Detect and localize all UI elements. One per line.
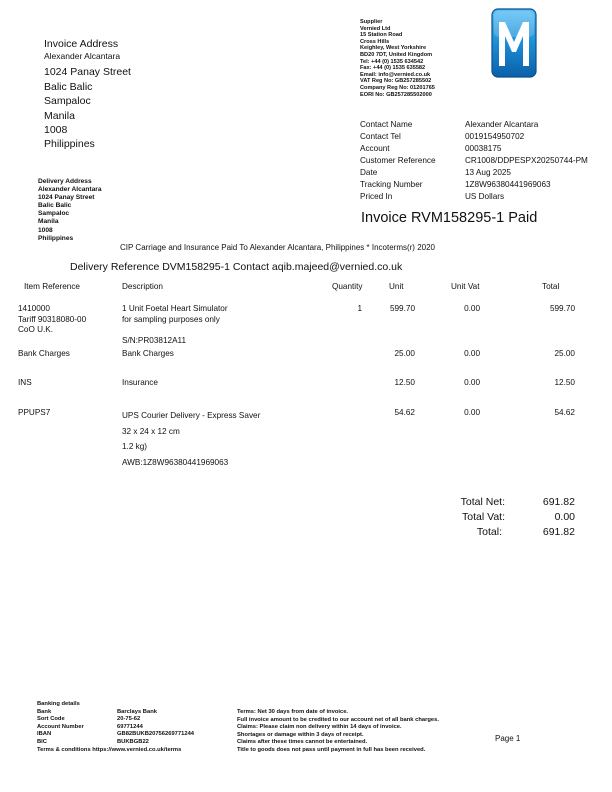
row-unit-vat: 0.00 [464, 408, 480, 417]
row-unit-vat: 0.00 [464, 349, 480, 358]
invoice-address-line: 1024 Panay Street [44, 66, 131, 79]
description-line: S/N:PR03812A11 [122, 335, 187, 345]
row-quantity: 1 [357, 304, 362, 313]
invoice-address-heading: Invoice Address [44, 38, 119, 50]
company-logo [491, 8, 537, 78]
bank-value: 20-75-62 [117, 716, 141, 723]
delivery-address-line: 1008 [38, 226, 53, 234]
payment-terms [237, 709, 439, 755]
header-item-reference: Item Reference [24, 282, 80, 291]
detail-label: Date [360, 168, 378, 177]
bank-value: 69771244 [117, 723, 143, 730]
total-vat-value: 0.00 [554, 511, 575, 523]
row-unit-vat: 0.00 [464, 304, 480, 313]
detail-value: Alexander Alcantara [465, 120, 539, 129]
delivery-address [38, 178, 102, 243]
terms-line: Claims after these times cannot be entertained. [237, 739, 368, 746]
header-unit: Unit [389, 282, 404, 291]
detail-row-contact-name [360, 119, 588, 131]
supplier-line: Tel: +44 (0) 1535 634542 [360, 58, 424, 65]
item-ref-line: Tariff 90318080-00 [18, 314, 87, 324]
bank-value [117, 701, 194, 709]
bank-label: Bank [37, 708, 52, 715]
detail-label: Customer Reference [360, 156, 436, 165]
detail-label: Contact Tel [360, 132, 401, 141]
item-ref-line: 1410000 [18, 304, 50, 313]
detail-value: 0019154950702 [465, 132, 525, 141]
detail-row-contact-tel [360, 131, 588, 143]
detail-value: CR1008/DDPESPX20250744-PM [465, 156, 588, 165]
bank-label: Sort Code [37, 716, 65, 723]
supplier-line: BD20 7DT, United Kingdom [360, 51, 433, 58]
total-vat-label: Total Vat: [462, 511, 505, 523]
bank-label: Banking details [37, 701, 80, 707]
total-value: 691.82 [542, 526, 575, 538]
detail-value: 13 Aug 2025 [465, 168, 511, 177]
terms-line: Title to goods does not pass until payment in full has been received. [237, 746, 426, 753]
detail-value: US Dollars [465, 192, 505, 201]
invoice-address-line: 1008 [44, 124, 68, 137]
bank-value: BUKBGB22 [117, 738, 149, 745]
total-label: Total: [476, 526, 502, 538]
delivery-address-line: Philippines [38, 234, 74, 242]
row-total: 54.62 [554, 408, 575, 417]
item-ref-line: CoO U.K. [18, 325, 54, 334]
delivery-address-line: 1024 Panay Street [38, 194, 95, 202]
bank-value: Barclays Bank [117, 708, 157, 715]
detail-label: Account [360, 144, 390, 153]
terms-conditions-link[interactable]: Terms & conditions https://www.vernied.co.uk/terms [37, 747, 182, 753]
row-total: 25.00 [554, 349, 575, 358]
header-total: Total [542, 282, 560, 291]
header-quantity: Quantity [332, 282, 363, 291]
row-item-reference: Bank Charges [18, 349, 70, 358]
document-title: Invoice RVM158295-1 Paid [361, 210, 538, 226]
detail-row-priced-in [360, 191, 588, 203]
description-line [122, 325, 228, 336]
row-description [122, 304, 228, 346]
description-line: UPS Courier Delivery - Express Saver [122, 411, 261, 420]
detail-row-customer-reference [360, 155, 588, 167]
bank-values [117, 701, 194, 747]
invoice-address-line: Sampaloc [44, 95, 91, 108]
row-description: Insurance [122, 378, 158, 387]
row-unit-price: 54.62 [394, 408, 415, 417]
description-line: AWB:1Z8W96380441969063 [122, 457, 229, 467]
row-description [122, 408, 260, 470]
supplier-line: 15 Station Road [360, 32, 403, 39]
total-net-value: 691.82 [542, 496, 575, 508]
supplier-line: Company Reg No: 01201765 [360, 84, 435, 91]
detail-row-date [360, 167, 588, 179]
row-item-reference: INS [18, 378, 32, 387]
supplier-block [360, 19, 435, 98]
delivery-address-line: Balic Balic [38, 202, 72, 210]
row-total: 12.50 [554, 378, 575, 387]
header-unit-vat: Unit Vat [451, 282, 480, 291]
supplier-line: Keighley, West Yorkshire [360, 45, 427, 52]
invoice-address-line: Manila [44, 109, 75, 122]
supplier-line: Fax: +44 (0) 1535 635582 [360, 65, 426, 72]
invoice-details [360, 119, 588, 203]
total-net-label: Total Net: [460, 496, 505, 508]
delivery-reference: Delivery Reference DVM158295-1 Contact aqib.majeed@vernied.co.uk [70, 261, 403, 273]
row-item-reference: PPUPS7 [18, 408, 51, 417]
header-description: Description [122, 282, 163, 291]
delivery-address-line: Delivery Address [38, 178, 92, 185]
detail-value: 1Z8W96380441969063 [465, 180, 551, 189]
description-line: for sampling purposes only [122, 314, 220, 324]
row-item-reference [18, 304, 86, 336]
invoice-address-line: Balic Balic [44, 80, 93, 93]
description-line: 32 x 24 x 12 cm [122, 426, 180, 436]
supplier-line: Vernied Ltd [360, 25, 391, 32]
delivery-address-line: Sampaloc [38, 210, 70, 218]
invoice-address-line: Philippines [44, 138, 95, 151]
detail-label: Priced In [360, 192, 393, 201]
row-unit-price: 25.00 [394, 349, 415, 358]
delivery-address-line: Alexander Alcantara [38, 186, 102, 194]
detail-value: 00038175 [465, 144, 502, 153]
terms-line: Claims: Please claim non delivery within 14 days of invoice. [237, 724, 402, 731]
supplier-line: Supplier [360, 19, 383, 25]
detail-row-account [360, 143, 588, 155]
supplier-line: Email: info@vernied.co.uk [360, 71, 431, 78]
page-number: Page 1 [495, 734, 521, 743]
row-total: 599.70 [549, 304, 575, 313]
description-line: 1.2 kg) [122, 442, 148, 451]
delivery-address-line: Manila [38, 218, 59, 226]
row-unit-price: 12.50 [394, 378, 415, 387]
description-line: 1 Unit Foetal Heart Simulator [122, 304, 228, 313]
terms-line: Full invoice amount to be credited to our account net of all bank charges. [237, 716, 439, 723]
supplier-line: EORI No: GB257285502000 [360, 91, 432, 98]
bank-labels [37, 701, 84, 747]
supplier-line: VAT Reg No: GB257285502 [360, 78, 432, 85]
bank-label: Account Number [37, 723, 84, 730]
incoterms-line: CIP Carriage and Insurance Paid To Alexander Alcantara, Philippines * Incoterms(r) 2020 [120, 243, 435, 252]
invoice-address [44, 37, 131, 152]
detail-row-tracking-number [360, 179, 588, 191]
bank-label: IBAN [37, 731, 52, 738]
row-unit-vat: 0.00 [464, 378, 480, 387]
row-description: Bank Charges [122, 349, 174, 358]
detail-label: Tracking Number [360, 180, 423, 189]
supplier-line: Cross Hills [360, 38, 390, 45]
bank-label: BIC [37, 738, 47, 745]
row-unit-price: 599.70 [389, 304, 415, 313]
invoice-address-name: Alexander Alcantara [44, 51, 121, 62]
detail-label: Contact Name [360, 120, 413, 129]
terms-line: Shortages or damage within 3 days of receipt. [237, 731, 364, 738]
terms-line: Terms: Net 30 days from date of invoice. [237, 709, 349, 715]
bank-value: GB82BUKB20756269771244 [117, 731, 195, 738]
